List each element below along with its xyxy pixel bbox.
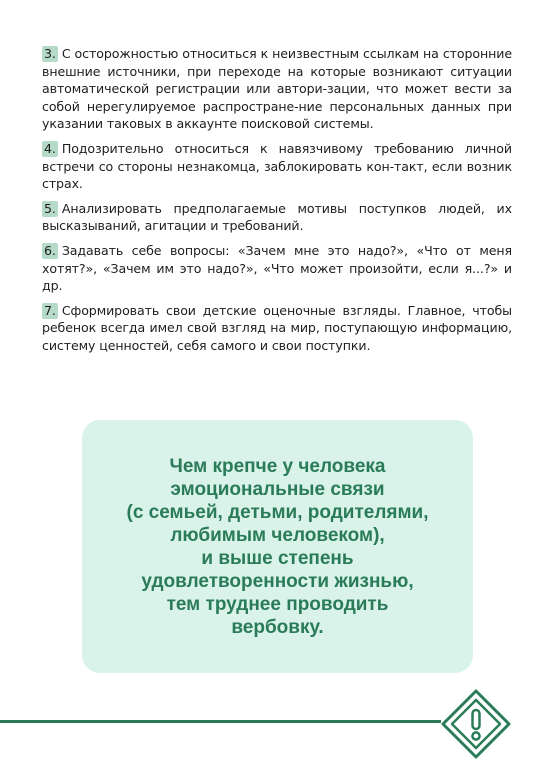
item-text: Задавать себе вопросы: «Зачем мне это надо?», «Что от меня хотят?», «Зачем им это надо?», «Что может произойти, если я...?» и др. bbox=[42, 242, 512, 294]
item-text: С осторожностью относиться к неизвестным ссылкам на сторонние внешние источники, при переходе на которые возникают ситуации автоматической регистрации или автори-зации, что может вести за собой нерегулируемое распростране-ние персональных данных при указании таковых в аккаунте поисковой системы. bbox=[42, 46, 512, 132]
list-item bbox=[42, 200, 512, 235]
tips-list bbox=[42, 45, 512, 362]
item-number: 5. bbox=[44, 200, 56, 216]
item-number: 7. bbox=[44, 302, 56, 318]
list-item bbox=[42, 302, 512, 355]
quote-box bbox=[82, 420, 473, 673]
warning-icon bbox=[440, 688, 512, 760]
list-item bbox=[42, 140, 512, 193]
list-item bbox=[42, 45, 512, 133]
item-number: 6. bbox=[44, 242, 56, 258]
item-text: Сформировать свои детские оценочные взгляды. Главное, чтобы ребенок всегда имел свой взгляд на мир, поступающую информацию, систему ценностей, себя самого и свои поступки. bbox=[42, 302, 512, 353]
item-number: 4. bbox=[44, 140, 56, 156]
item-number: 3. bbox=[44, 46, 56, 61]
footer-divider bbox=[0, 720, 441, 723]
quote-text: Чем крепче у человека эмоциональные связи (с семьей, детьми, родителями, любимым человеком), и выше степень удовлетворенности жизнью, тем труднее проводить вербовку. bbox=[126, 455, 429, 638]
item-text: Анализировать предполагаемые мотивы поступков людей, их высказываний, агитации и требований. bbox=[42, 200, 512, 234]
item-text: Подозрительно относиться к навязчивому требованию личной встречи со стороны незнакомца, заблокировать кон-такт, если возник страх. bbox=[42, 140, 512, 192]
list-item bbox=[42, 242, 512, 295]
